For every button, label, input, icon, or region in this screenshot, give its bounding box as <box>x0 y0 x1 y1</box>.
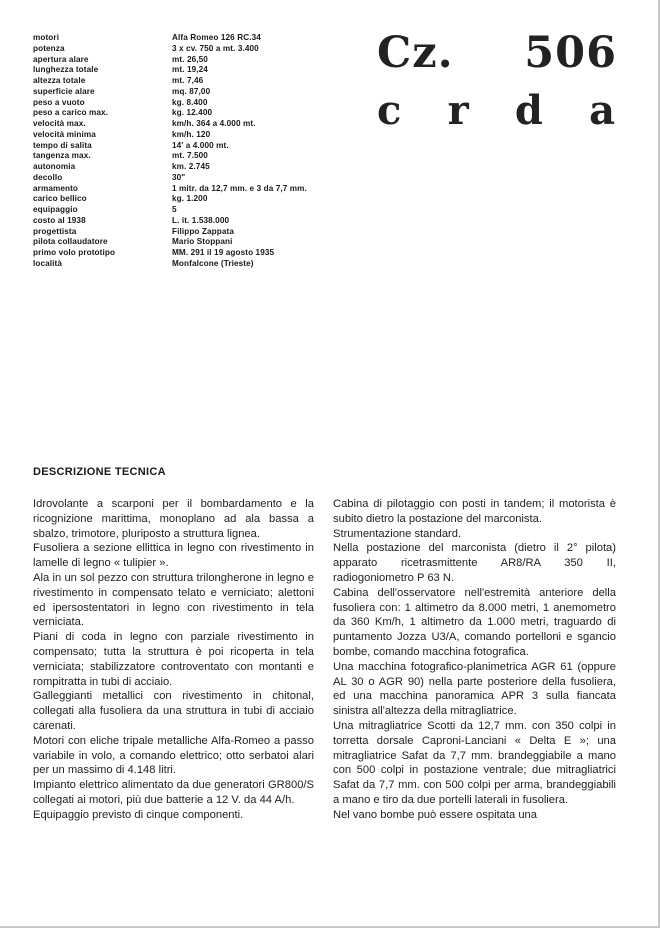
spec-value: mt. 7,46 <box>172 76 204 85</box>
spec-label: equipaggio <box>33 205 78 214</box>
spec-row <box>33 55 307 66</box>
spec-row <box>33 44 307 55</box>
spec-label: potenza <box>33 43 65 53</box>
spec-row <box>33 259 307 270</box>
title-letter: a <box>589 87 615 134</box>
spec-value: mq. 87,00 <box>172 86 211 96</box>
spec-row <box>33 87 307 98</box>
spec-label: peso a carico max. <box>33 108 109 118</box>
title-prefix: Cz. <box>377 28 454 78</box>
spec-label: armamento <box>33 183 79 193</box>
spec-value: km/h. 120 <box>172 129 211 139</box>
spec-row <box>33 216 307 227</box>
spec-row <box>33 173 307 184</box>
spec-value: mt. 19,24 <box>172 65 208 75</box>
spec-label: pilota collaudatore <box>33 237 108 247</box>
paragraph: Cabina dell'osservatore nell'estremità anteriore della fusoliera con: 1 altimetro da 8.000 metri, 1 anemometro da 360 Km/h, 1 altimetro da 1.000 metri, traguardo di puntamento Jozza U3/A, comando portelloni e sgancio bombe, comando macchina fotografica. <box>333 586 616 658</box>
spec-label: tempo di salita <box>33 140 92 150</box>
spec-label: motori <box>33 33 60 42</box>
spec-row <box>33 194 307 205</box>
spec-row <box>33 162 307 173</box>
specifications-table <box>33 33 307 270</box>
paragraph: Una macchina fotografico-planimetrica AGR 61 (oppure AL 30 o AGR 90) nella parte posteriore della fusoliera, ed una macchina panoramica APR 3 sulla fiancata sinistra all'altezza della mitragliatrice. <box>333 660 616 718</box>
spec-label: altezza totale <box>33 76 86 85</box>
spec-value: 30" <box>172 172 186 182</box>
spec-row <box>33 151 307 162</box>
paragraph: Cabina di pilotaggio con posti in tandem; il motorista è subito dietro la postazione del marconista. <box>333 498 616 525</box>
spec-value: Mario Stoppani <box>172 237 233 247</box>
spec-value: kg. 1.200 <box>172 194 208 204</box>
spec-row <box>33 205 307 216</box>
spec-row <box>33 76 307 87</box>
spec-label: velocità max. <box>33 119 86 128</box>
spec-value: km/h. 364 a 4.000 mt. <box>172 119 256 128</box>
title-number: 506 <box>524 28 617 78</box>
spec-value: 5 <box>172 205 177 214</box>
title-letter: d <box>514 87 543 134</box>
paragraph: Impianto elettrico alimentato da due generatori GR800/S collegati ai motori, più due batterie a 12 V. da 44 A/h. <box>33 779 314 806</box>
spec-value: mt. 26,50 <box>172 54 208 64</box>
spec-label: tangenza max. <box>33 151 91 161</box>
spec-value: Alfa Romeo 126 RC.34 <box>172 33 261 42</box>
paragraph: Fusoliera a sezione ellittica in legno con rivestimento in lamelle di legno « tulipier ». <box>33 542 314 570</box>
spec-label: velocità minima <box>33 129 96 139</box>
paragraph: Nella postazione del marconista (dietro il 2° pilota) apparato ricetrasmittente AR8/RA 350 II, radiogoniometro P 63 N. <box>333 542 616 584</box>
spec-row <box>33 98 307 109</box>
spec-value: 3 x cv. 750 a mt. 3.400 <box>172 43 259 53</box>
spec-value: Monfalcone (Trieste) <box>172 258 254 268</box>
spec-row <box>33 119 307 130</box>
spec-label: costo al 1938 <box>33 215 86 225</box>
title-manufacturer <box>377 88 617 134</box>
spec-value: kg. 8.400 <box>172 97 208 107</box>
aircraft-title <box>377 30 617 134</box>
spec-label: lunghezza totale <box>33 65 99 75</box>
spec-row <box>33 65 307 76</box>
spec-label: primo volo prototipo <box>33 248 116 257</box>
paragraph: Motori con eliche tripale metalliche Alfa-Romeo a passo variabile in volo, a comando elettrico; otto serbatoi alari per un massimo di 4.148 litri. <box>33 734 314 777</box>
section-heading: DESCRIZIONE TECNICA <box>33 466 166 478</box>
spec-row <box>33 237 307 248</box>
paragraph: Piani di coda in legno con parziale rivestimento in compensato; tutta la struttura è poi ricoperta in tela verniciata; stabilizzatore controventato con montanti e rompitratta in tubi di acciaio. <box>33 631 314 688</box>
spec-label: peso a vuoto <box>33 97 85 107</box>
spec-row <box>33 184 307 195</box>
spec-label: carico bellico <box>33 194 87 204</box>
spec-value: Filippo Zappata <box>172 226 234 236</box>
paragraph: Ala in un sol pezzo con struttura trilongherone in legno e rivestimento in compensato telato e verniciato; alettoni ed ipersostentatori in legno con rivestimento in tela verniciata. <box>33 571 314 629</box>
spec-row <box>33 248 307 259</box>
spec-label: superficie alare <box>33 86 95 96</box>
spec-value: 14' a 4.000 mt. <box>172 140 229 150</box>
paragraph: Nel vano bombe può essere ospitata una <box>333 808 537 821</box>
spec-label: apertura alare <box>33 54 89 64</box>
description-left-column <box>33 497 314 823</box>
spec-label: autonomia <box>33 162 76 171</box>
paragraph: Idrovolante a scarponi per il bombardamento e la ricognizione marittima, monoplano ad ala bassa a sbalzo, trimotore, pluriposto a struttura lignea. <box>33 498 314 540</box>
paragraph: Strumentazione standard. <box>333 527 462 540</box>
paragraph: Galleggianti metallici con rivestimento in chitonal, collegati alla fusoliera da una struttura in tubi di acciaio carenati. <box>33 690 314 732</box>
spec-label: progettista <box>33 226 77 236</box>
spec-value: mt. 7.500 <box>172 151 208 161</box>
title-letter: r <box>447 87 469 134</box>
title-designation <box>377 30 617 76</box>
spec-value: km. 2.745 <box>172 162 210 171</box>
spec-row <box>33 130 307 141</box>
spec-value: kg. 12.400 <box>172 108 213 118</box>
spec-value: 1 mitr. da 12,7 mm. e 3 da 7,7 mm. <box>172 183 307 193</box>
spec-label: decollo <box>33 172 63 182</box>
spec-row <box>33 33 307 44</box>
spec-row <box>33 108 307 119</box>
spec-row <box>33 141 307 152</box>
description-right-column <box>333 497 616 823</box>
title-letter: c <box>377 87 402 134</box>
spec-label: località <box>33 258 63 268</box>
spec-value: L. it. 1.538.000 <box>172 215 230 225</box>
paragraph: Equipaggio previsto di cinque componenti. <box>33 808 244 821</box>
spec-row <box>33 227 307 238</box>
spec-value: MM. 291 il 19 agosto 1935 <box>172 248 275 257</box>
paragraph: Una mitragliatrice Scotti da 12,7 mm. con 350 colpi in torretta dorsale Caproni-Lanciani « Delta E »; una mitragliatrice Safat da 7,7 mm. brandeggiabile a mano con 500 colpi in postazione ventrale; due mitragliatrici Safat da 7,7 mm. con 500 colpi per arma, brandeggiabili a mano e tiro da due portelli laterali in fusoliera. <box>333 719 616 806</box>
